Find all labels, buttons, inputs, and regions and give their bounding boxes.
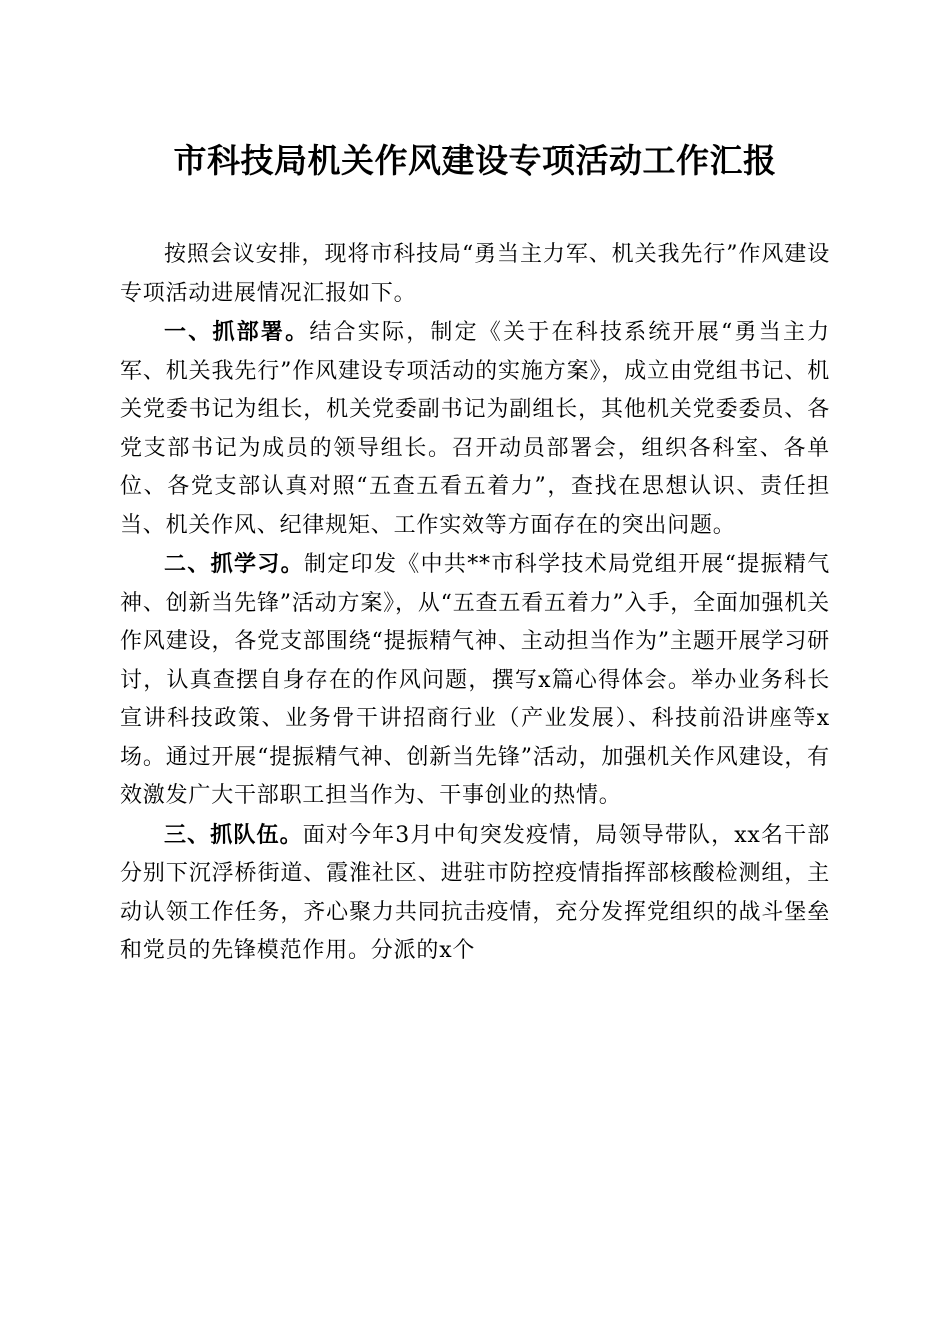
section-heading: 一、抓部署。	[164, 319, 310, 345]
document-body	[120, 236, 830, 971]
section-paragraph	[120, 545, 830, 816]
document-title: 市科技局机关作风建设专项活动工作汇报	[173, 141, 777, 180]
section-text: 结合实际，制定《关于在科技系统开展“勇当主力军、机关我先行”作风建设专项活动的实施方案》，成立由党组书记、机关党委书记为组长，机关党委副书记为副组长，其他机关党委委员、各党支部书记为成员的领导组长。召开动员部署会，组织各科室、各单位、各党支部认真对照“五查五看五着力”，查找在思想认识、责任担当、机关作风、纪律规矩、工作实效等方面存在的突出问题。	[120, 320, 830, 538]
section-text: 制定印发《中共**市科学技术局党组开展“提振精气神、创新当先锋”活动方案》，从“五查五看五着力”入手，全面加强机关作风建设，各党支部围绕“提振精气神、主动担当作为”主题开展学习研讨，认真查摆自身存在的作风问题，撰写x篇心得体会。举办业务科长宣讲科技政策、业务骨干讲招商行业（产业发展）、科技前沿讲座等x场。通过开展“提振精气神、创新当先锋”活动，加强机关作风建设，有效激发广大干部职工担当作为、干事创业的热情。	[120, 552, 830, 808]
section-paragraph	[120, 816, 830, 971]
section-heading: 三、抓队伍。	[164, 821, 303, 848]
section-text: 面对今年3月中旬突发疫情，局领导带队，xx名干部分别下沉浮桥街道、霞淮社区、进驻市防控疫情指挥部核酸检测组，主动认领工作任务，齐心聚力共同抗击疫情，充分发挥党组织的战斗堡垒和党员的先锋模范作用。分派的x个	[120, 822, 831, 963]
section-heading: 二、抓学习。	[164, 551, 304, 577]
section-paragraph	[120, 313, 830, 545]
intro-paragraph: 按照会议安排，现将市科技局“勇当主力军、机关我先行”作风建设专项活动进展情况汇报如下。	[120, 242, 830, 306]
